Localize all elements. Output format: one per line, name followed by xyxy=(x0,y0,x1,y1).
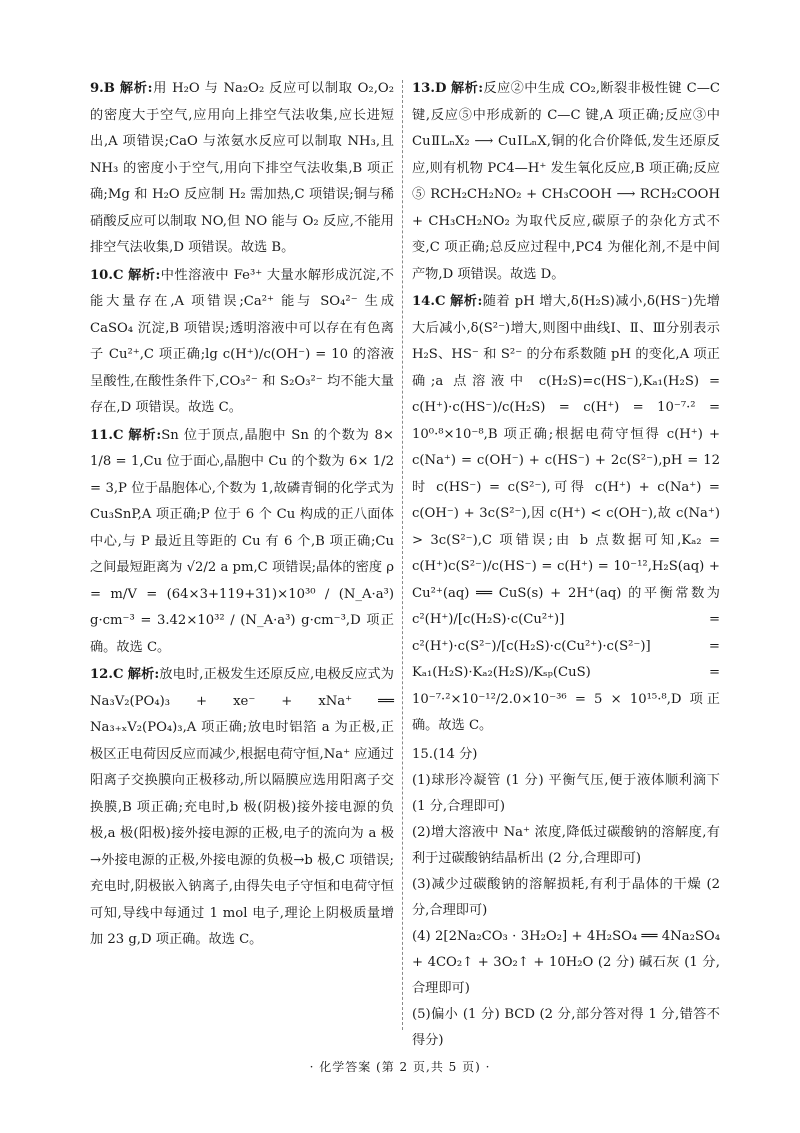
answer-13: 13.D 解析:反应②中生成 CO₂,断裂非极性键 C—C 键,反应⑤中形成新的 C—C 键,A 项正确;反应③中 CuⅡLₙX₂ ⟶ CuⅠLₙX,铜的化合价降低,发生还原反应,则有机物 PC4—H⁺ 发生氧化反应,B 项正确;反应⑤ RCH₂CH₂NO₂ + CH₃COOH ⟶ RCH₂COOH + CH₃CH₂NO₂ 为取代反应,碳原子的杂化方式不变,C 项正确;总反应过程中,PC4 为催化剂,不是中间产物,D 项错误。故选 D。 xyxy=(412,81,720,282)
answer-9: 9.B 解析:用 H₂O 与 Na₂O₂ 反应可以制取 O₂,O₂ 的密度大于空气,应用向上排空气法收集,应长进短出,A 项错误;CaO 与浓氨水反应可以制取 NH₃,且 NH₃ 的密度小于空气,用向下排空气法收集,B 项正确;Mg 和 H₂O 反应制 H₂ 需加热,C 项错误;铜与稀硝酸反应可以制取 NO,但 NO 能与 O₂ 反应,不能用排空气法收集,D 项错误。故选 B。 xyxy=(90,81,394,255)
answer-15-part-5: (5)偏小 (1 分) BCD (2 分,部分答对得 1 分,错答不得分) xyxy=(412,1006,720,1048)
answer-15 xyxy=(412,742,720,1054)
answer-10: 10.C 解析:中性溶液中 Fe³⁺ 大量水解形成沉淀,不能大量存在,A 项错误;Ca²⁺ 能与 SO₄²⁻ 生成 CaSO₄ 沉淀,B 项错误;透明溶液中可以存在有色离子 Cu²⁺,C 项正确;lg c(H⁺)/c(OH⁻) = 10 的溶液呈酸性,在酸性条件下,CO₃²⁻ 和 S₂O₃²⁻ 均不能大量存在,D 项错误。故选 C。 xyxy=(90,267,394,415)
page-footer: · 化学答案 (第 2 页,共 5 页) · xyxy=(309,1060,491,1074)
column-divider xyxy=(402,80,403,1030)
answer-15-heading: 15.(14 分) xyxy=(412,746,478,762)
answer-12: 12.C 解析:放电时,正极发生还原反应,电极反应式为 Na₃V₂(PO₄)₃ + xe⁻ + xNa⁺ ══ Na₃₊ₓV₂(PO₄)₃,A 项正确;放电时铝箔 a 为正极,正极区正电荷因反应而减少,根据电荷守恒,Na⁺ 应通过阳离子交换膜向正极移动,所以隔膜应选用阳离子交换膜,B 项正确;充电时,b 极(阴极)接外接电源的负极,a 极(阳极)接外接电源的正极,电子的流向为 a 极→外接电源的正极,外接电源的负极→b 极,C 项错误;充电时,阴极嵌入钠离子,由得失电子守恒和电荷守恒可知,导线中每通过 1 mol 电子,理论上阴极质量增加 23 g,D 项正确。故选 C。 xyxy=(90,667,394,947)
right-column xyxy=(412,76,720,1054)
left-column xyxy=(90,76,394,954)
answer-11: 11.C 解析:Sn 位于顶点,晶胞中 Sn 的个数为 8× 1/8 = 1,Cu 位于面心,晶胞中 Cu 的个数为 6× 1/2 = 3,P 位于晶胞体心,个数为 1,故磷青铜的化学式为 Cu₃SnP,A 项正确;P 位于 6 个 Cu 构成的正八面体中心,与 P 最近且等距的 Cu 有 6 个,B 项正确;Cu 之间最短距离为 √2/2 a pm,C 项错误;晶体的密度 ρ = m/V = (64×3+119+31)×10³⁰ / (N_A·a³) g·cm⁻³ = 3.42×10³² / (N_A·a³) g·cm⁻³,D 项正确。故选 C。 xyxy=(90,427,394,655)
answer-15-part-2: (2)增大溶液中 Na⁺ 浓度,降低过碳酸钠的溶解度,有利于过碳酸钠结晶析出 (2 分,合理即可) xyxy=(412,824,720,866)
answer-15-part-4: (4) 2[2Na₂CO₃ · 3H₂O₂] + 4H₂SO₄ ══ 4Na₂SO₄ + 4CO₂↑ + 3O₂↑ + 10H₂O (2 分) 碱石灰 (1 分,合理即可) xyxy=(412,928,720,996)
answer-14: 14.C 解析:随着 pH 增大,δ(H₂S)减小,δ(HS⁻)先增大后减小,δ(S²⁻)增大,则图中曲线Ⅰ、Ⅱ、Ⅲ分别表示 H₂S、HS⁻ 和 S²⁻ 的分布系数随 pH 的变化,A 项正确;a 点溶液中 c(H₂S)=c(HS⁻),Kₐ₁(H₂S) = c(H⁺)·c(HS⁻)/c(H₂S) = c(H⁺) = 10⁻⁷·² = 10⁰·⁸×10⁻⁸,B 项正确;根据电荷守恒得 c(H⁺) + c(Na⁺) = c(OH⁻) + c(HS⁻) + 2c(S²⁻),pH = 12 时 c(HS⁻) = c(S²⁻),可得 c(H⁺) + c(Na⁺) = c(OH⁻) + 3c(S²⁻),因 c(H⁺) < c(OH⁻),故 c(Na⁺) > 3c(S²⁻),C 项错误;由 b 点数据可知,Kₐ₂ = c(H⁺)c(S²⁻)/c(HS⁻) = c(H⁺) = 10⁻¹²,H₂S(aq) + Cu²⁺(aq) ══ CuS(s) + 2H⁺(aq) 的平衡常数为 c²(H⁺)/[c(H₂S)·c(Cu²⁺)] = c²(H⁺)·c(S²⁻)/[c(H₂S)·c(Cu²⁺)·c(S²⁻)] = Kₐ₁(H₂S)·Kₐ₂(H₂S)/Kₛₚ(CuS) = 10⁻⁷·²×10⁻¹²/2.0×10⁻³⁶ = 5 × 10¹⁵·⁸,D 项正确。故选 C。 xyxy=(412,294,720,733)
answer-15-part-3: (3)减少过碳酸钠的溶解损耗,有利于晶体的干燥 (2 分,合理即可) xyxy=(412,876,720,918)
answer-15-part-1: (1)球形冷凝管 (1 分) 平衡气压,便于液体顺利滴下 (1 分,合理即可) xyxy=(412,772,720,814)
